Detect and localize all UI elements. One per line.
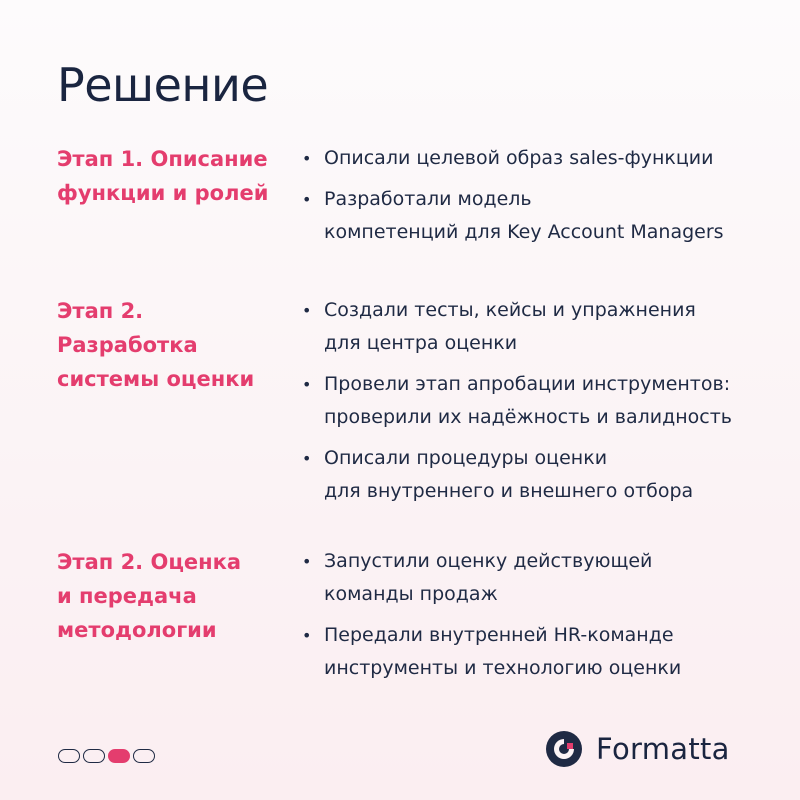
stage-title: Этап 1. Описание функции и ролей [57, 147, 269, 205]
list-item [302, 545, 772, 611]
list-item [302, 294, 772, 360]
bullet-icon: • [302, 190, 312, 209]
brand-name: Formatta [596, 732, 730, 766]
bullet-icon: • [302, 149, 312, 168]
list-item [302, 368, 772, 434]
list-item-text: Передали внутренней HR-команде инструменты и технологию оценки [324, 624, 682, 679]
list-item-text: Провели этап апробации инструментов: проверили их надёжность и валидность [324, 373, 732, 428]
list-item-text: Описали целевой образ sales-функции [324, 147, 714, 169]
pagination-indicator [58, 749, 155, 763]
stage-title: Этап 2. Оценка и передача методологии [57, 550, 242, 642]
page-dot-1[interactable] [58, 749, 80, 763]
list-item-text: Запустили оценку действующей команды продаж [324, 550, 653, 605]
list-item [302, 142, 772, 175]
list-item-text: Разработали модель компетенций для Key Account Managers [324, 188, 724, 243]
bullet-icon: • [302, 301, 312, 320]
page-dot-4[interactable] [133, 749, 155, 763]
stage-bullets [302, 142, 772, 257]
list-item [302, 442, 772, 508]
bullet-icon: • [302, 552, 312, 571]
list-item [302, 619, 772, 685]
page-dot-2[interactable] [83, 749, 105, 763]
list-item-text: Описали процедуры оценки для внутреннего и внешнего отбора [324, 447, 694, 502]
list-item [302, 183, 772, 249]
page-title: Решение [57, 58, 269, 112]
bullet-icon: • [302, 626, 312, 645]
stage-bullets [302, 545, 772, 693]
list-item-text: Создали тесты, кейсы и упражнения для центра оценки [324, 299, 696, 354]
bullet-icon: • [302, 375, 312, 394]
stage-title: Этап 2. Разработка системы оценки [57, 299, 255, 391]
formatta-logo-icon [546, 731, 582, 767]
page-dot-3[interactable] [108, 749, 130, 763]
stage-bullets [302, 294, 772, 516]
brand [546, 731, 730, 767]
bullet-icon: • [302, 449, 312, 468]
